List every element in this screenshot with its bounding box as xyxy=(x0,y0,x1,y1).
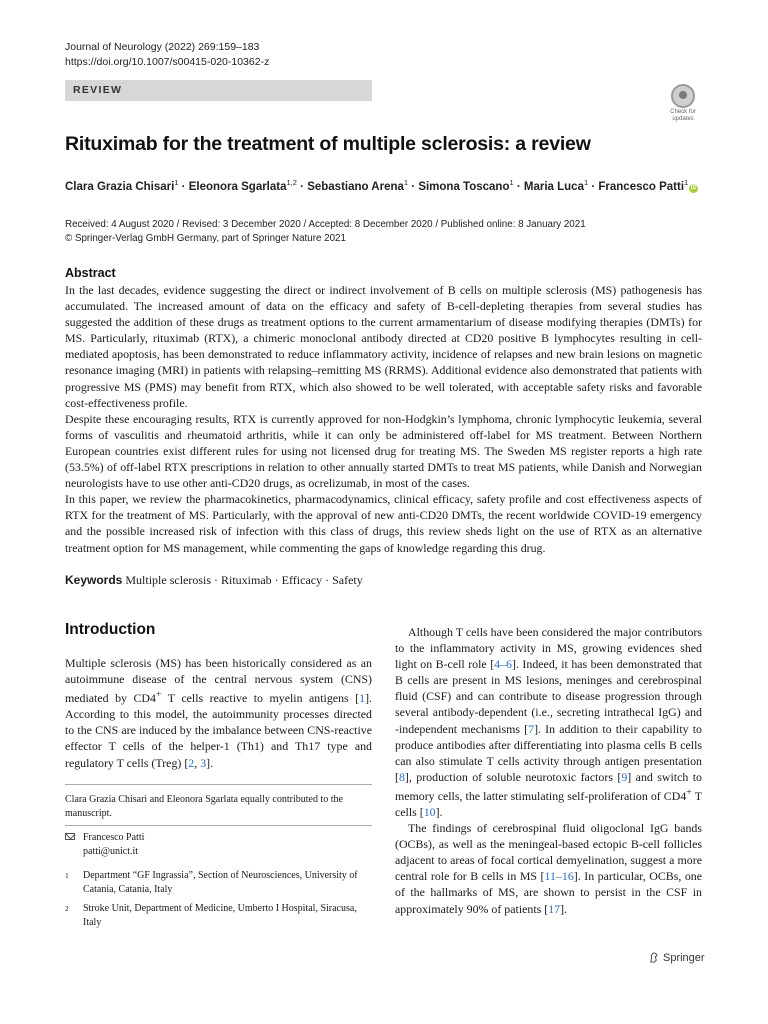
date-history: Received: 4 August 2020 / Revised: 3 December 2020 / Accepted: 8 December 2020 / Published online: 8 January 2021 xyxy=(65,219,586,230)
journal-citation: Journal of Neurology (2022) 269:159–183 xyxy=(65,41,260,53)
introduction-heading: Introduction xyxy=(65,621,156,638)
footnote-divider xyxy=(65,784,372,785)
check-updates-label: Check for updates xyxy=(670,109,696,122)
body-paragraph: The findings of cerebrospinal fluid oligoclonal IgG bands (OCBs), as well as the meningeal-based ectopic B-cell follicles adjacent to areas of focal cortical demyelination, suggest a more central role for B cells in MS [11–16]. In particular, OCBs, one of the hallmarks of MS, are shown to persist in the CSF in approximately 90% of patients [17]. xyxy=(395,821,703,916)
introduction-left-column xyxy=(65,655,372,771)
orcid-icon[interactable]: iD xyxy=(690,184,697,191)
abstract-paragraph: In this paper, we review the pharmacokinetics, pharmacodynamics, clinical efficacy, safety profile and cost effectiveness aspects of RTX for the treatment of MS. Particularly, with the approval of new anti-CD20 DMTs, the recent worldwide COVID-19 emergency and the possible increased risk of infection with this class of drugs, this review sheds light on the use of RTX as an alternative treatment option for MS management, while commenting the gaps of knowledge regarding this drug. xyxy=(65,492,702,555)
keywords-text: Multiple sclerosis · Rituximab · Efficacy · Safety xyxy=(125,573,363,587)
doi-link[interactable]: https://doi.org/10.1007/s00415-020-10362-z xyxy=(65,56,270,68)
corresponding-name: Francesco Patti xyxy=(83,832,145,843)
author-name[interactable]: Clara Grazia Chisari xyxy=(65,180,175,193)
author-list: Clara Grazia Chisari$^1$ · Eleonora Sgarlata$^{1,2}$ · Sebastiano Arena$^1$ · Simona Toscano$^1$ · Maria Luca$^1$ · Francesco Patti$^1$iD xyxy=(65,178,697,193)
author-affiliation: 1 xyxy=(684,178,689,187)
author-name[interactable]: Simona Toscano xyxy=(418,180,510,193)
corresponding-email[interactable]: patti@unict.it xyxy=(83,845,139,857)
keywords-label: Keywords xyxy=(65,573,123,587)
body-paragraph: Although T cells have been considered the major contributors to the inflammatory activity in MS, growing evidences shed light on B-cell role [4–6]. Indeed, it has been demonstrated that B cells are present in MS lesions, meninges and cerebrospinal fluid (CSF) and can contribute to disease progression through several antibody-dependent (i.e., secreting intrathecal IgG) and -independent mechanisms [7]. In addition to their capability to produce antibodies after differentiating into plasma cells B cells can also stimulate T cells activity through antigen presentation [8], production of soluble neurotoxic factors [9] and switch to memory cells, the latter stimulating self-proliferation of CD4+ T cells [10]. xyxy=(395,625,702,819)
journal-header xyxy=(65,40,269,70)
author-affiliation: 1 xyxy=(509,178,514,187)
copyright-line: © Springer-Verlag GmbH Germany, part of Springer Nature 2021 xyxy=(65,233,346,244)
citation-link[interactable]: 7 xyxy=(528,721,535,736)
publisher-mark xyxy=(648,952,705,964)
envelope-icon xyxy=(65,833,75,840)
corresponding-author xyxy=(65,831,372,858)
author-affiliation: 1 xyxy=(583,178,589,187)
citation-link[interactable]: 17 xyxy=(548,901,561,916)
affiliation-2: 2 Stroke Unit, Department of Medicine, Umberto I Hospital, Siracusa, Italy xyxy=(65,903,357,928)
abstract-body xyxy=(65,282,702,556)
author-name[interactable]: Francesco Patti xyxy=(598,180,685,193)
check-for-updates-icon[interactable] xyxy=(664,84,702,122)
author-affiliation: 1 xyxy=(403,178,409,187)
citation-link[interactable]: 9 xyxy=(621,769,628,784)
author-name[interactable]: Maria Luca xyxy=(523,180,584,193)
citation-link[interactable]: 3 xyxy=(200,755,207,770)
author-affiliation: 1 xyxy=(174,178,179,187)
citation-link[interactable]: 11–16 xyxy=(544,869,574,884)
abstract-paragraph: Despite these encouraging results, RTX is currently approved for non-Hodgkin’s lymphoma, chronic lymphocytic leukemia, several forms of vasculitis and rheumatoid arthritis, while it can only be administered off-label for MS treatment. Between Northern European countries exist different rules for using not licensed drug for treating MS. The Sweden MS register reports a high rate (53.5%) of off-label RTX prescriptions in relation to other annually started DMTs to treat MS patients, while Danish and Norwegian neurologists have to use other anti-CD20 drugs, as ocrelizumab, in most of the cases. xyxy=(65,411,702,491)
body-paragraph: Multiple sclerosis (MS) has been historically considered as an autoimmune disease of the central nervous system (CNS) mediated by CD4+ T cells reactive to myelin antigens [1]. According to this model, the autoimmunity processes directed to the CNS are induced by the imbalance between CNS-reactive effector T cells of the helper-1 (Th1) and Th17 type and regulatory T cells (Treg) [2, 3]. xyxy=(65,656,372,770)
citation-link[interactable]: 8 xyxy=(398,769,405,784)
author-name[interactable]: Eleonora Sgarlata xyxy=(188,180,287,193)
affiliation-marker: 2 xyxy=(65,904,69,913)
abstract-heading: Abstract xyxy=(65,266,116,280)
affiliation-marker: 1 xyxy=(65,871,69,880)
keywords-line xyxy=(65,573,363,588)
publication-dates xyxy=(65,218,586,246)
publisher-name: Springer xyxy=(663,952,705,964)
footnote-divider xyxy=(65,825,372,826)
author-affiliation: 1,2 xyxy=(286,178,297,187)
affiliation-1: 1 Department “GF Ingrassia”, Section of Neurosciences, University of Catania, Catania, Italy xyxy=(65,870,358,895)
contribution-note: Clara Grazia Chisari and Eleonora Sgarlata equally contributed to the manuscript. xyxy=(65,794,343,819)
abstract-paragraph: In the last decades, evidence suggesting the direct or indirect involvement of B cells on multiple sclerosis (MS) pathogenesis has accumulated. The increased amount of data on the efficacy and safety of B-cell-depleting therapies from several studies has suggested the addition of these drugs as treatment options to the current armamentarium of disease modifying therapies (DMTs) for MS. Particularly, rituximab (RTX), a chimeric monoclonal antibody directed at CD20 positive B lymphocytes resulting in cell-mediated apoptosis, has been demonstrated to reduce inflammatory activity, incidence of relapses and new brain lesions on magnetic resonance imaging (MRI) in patients with relapsing–remitting MS (RRMS). Additional evidence also demonstrated that patients with progressive MS (PMS) may benefit from RTX, which also showed to be well tolerated, with acceptable safety risks and favorable cost-effectiveness profile. xyxy=(65,283,702,410)
introduction-right-column xyxy=(395,624,702,917)
article-title: Rituximab for the treatment of multiple sclerosis: a review xyxy=(65,133,591,155)
citation-link[interactable]: 4–6 xyxy=(494,657,512,672)
citation-link[interactable]: 10 xyxy=(423,805,436,819)
citation-link[interactable]: 1 xyxy=(359,691,366,706)
author-name[interactable]: Sebastiano Arena xyxy=(307,180,404,193)
citation-link[interactable]: 2 xyxy=(188,755,195,770)
article-type-badge: REVIEW xyxy=(65,80,372,101)
springer-horse-icon xyxy=(648,952,659,963)
